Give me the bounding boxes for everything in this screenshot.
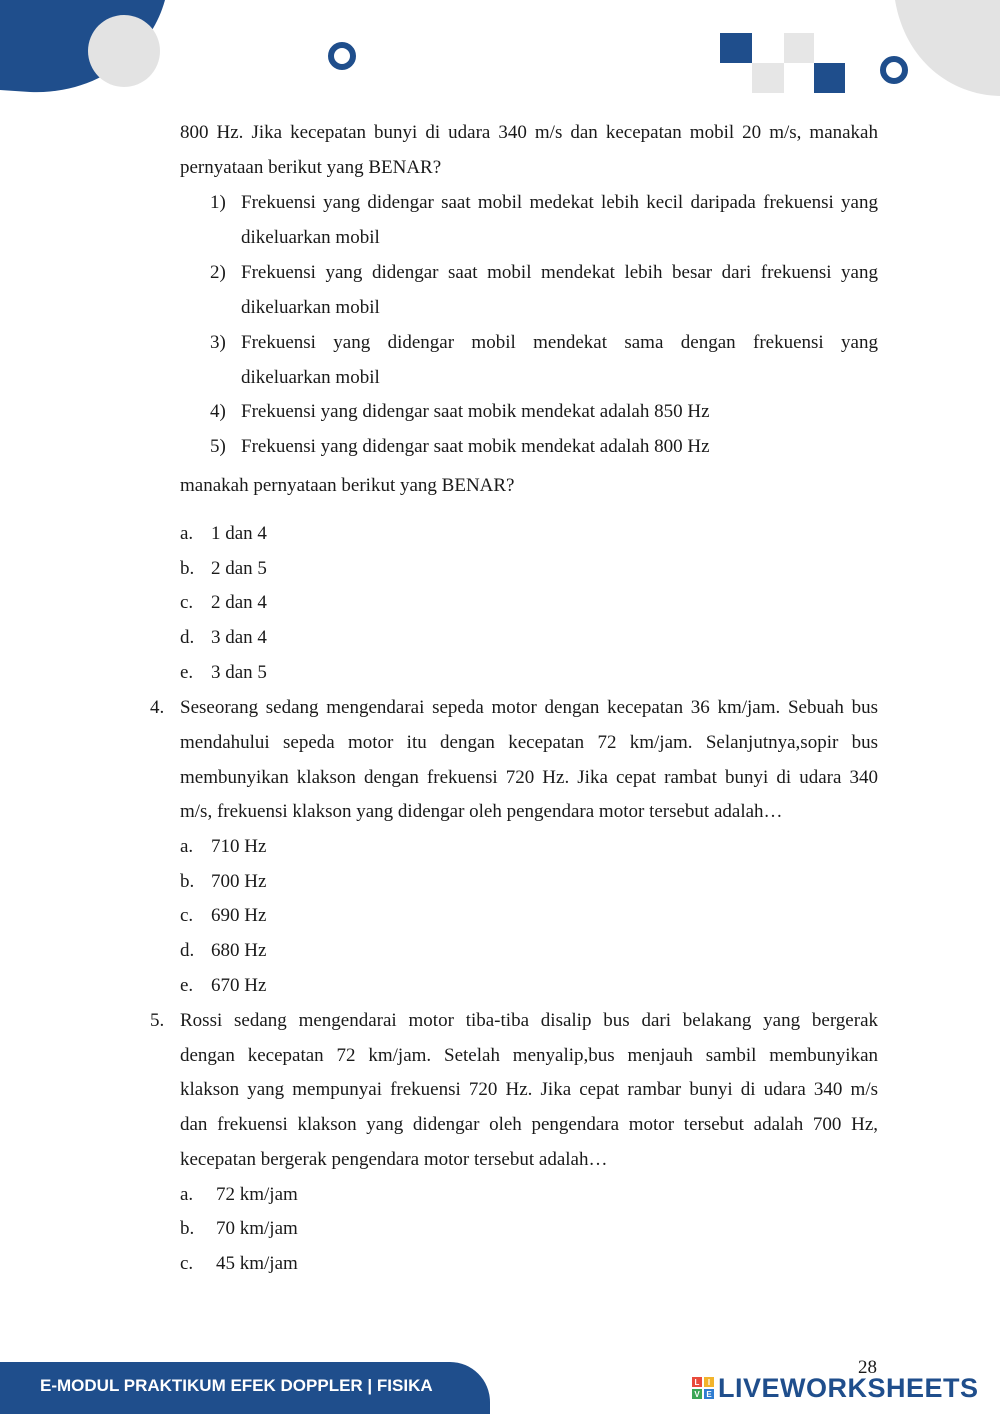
q3-statement-1-line-2: dikeluarkan mobil — [241, 227, 380, 248]
q5-option-b-label: b. — [180, 1218, 195, 1239]
ring-circle-center — [331, 45, 353, 67]
q5-option-a-text: 72 km/jam — [216, 1184, 298, 1205]
q3-statement-4-number: 4) — [210, 401, 226, 422]
q5-line-5: kecepatan bergerak pengendara motor tersebut adalah… — [180, 1149, 608, 1170]
q5-option-c-label: c. — [180, 1253, 194, 1274]
q4-option-d-label: d. — [180, 940, 195, 961]
q3-option-d-text: 3 dan 4 — [211, 627, 267, 648]
q3-statement-1-line-1: Frekuensi yang didengar saat mobil medekat lebih kecil daripada frekuensi yang — [241, 192, 878, 213]
square-blue-2 — [814, 63, 845, 93]
q4-option-b-label: b. — [180, 871, 195, 892]
square-gray-1 — [784, 33, 814, 63]
q3-statement-2-number: 2) — [210, 262, 226, 283]
q4-option-e-label: e. — [180, 975, 194, 996]
header-decoration — [0, 0, 1000, 110]
q5-number: 5. — [150, 1010, 165, 1031]
q3-option-a-text: 1 dan 4 — [211, 523, 267, 544]
logo-letter-v: V — [694, 1390, 700, 1399]
q5-line-2: dengan kecepatan 72 km/jam. Setelah menyalip,bus menjauh sambil membunyikan — [180, 1045, 878, 1066]
q3-option-b-label: b. — [180, 558, 195, 579]
q3-stem-line-2: pernyataan berikut yang BENAR? — [180, 157, 442, 178]
q3-option-c-text: 2 dan 4 — [211, 592, 267, 613]
q3-option-e-text: 3 dan 5 — [211, 662, 267, 683]
q4-option-c-label: c. — [180, 905, 194, 926]
logo-letter-l: L — [694, 1378, 700, 1387]
q4-option-c-text: 690 Hz — [211, 905, 267, 926]
q4-line-4: m/s, frekuensi klakson yang didengar oleh pengendara motor tersebut adalah… — [180, 801, 783, 822]
q3-statement-5-line-1: Frekuensi yang didengar saat mobik mendekat adalah 800 Hz — [241, 436, 710, 457]
liveworksheets-brand[interactable]: LIVEWORKSHEETS — [718, 1373, 979, 1403]
q5-option-a-label: a. — [180, 1184, 194, 1205]
q4-option-b-text: 700 Hz — [211, 871, 267, 892]
q3-option-e-label: e. — [180, 662, 194, 683]
q3-option-b-text: 2 dan 5 — [211, 558, 267, 579]
q3-statement-5-number: 5) — [210, 436, 226, 457]
q3-statement-2-line-1: Frekuensi yang didengar saat mobil mendekat lebih besar dari frekuensi yang — [241, 262, 878, 283]
q3-option-c-label: c. — [180, 592, 194, 613]
q5-option-c-text: 45 km/jam — [216, 1253, 298, 1274]
q4-option-d-text: 680 Hz — [211, 940, 267, 961]
q4-number: 4. — [150, 697, 165, 718]
gray-blob-right — [895, 0, 1000, 96]
q4-line-3: membunyikan klakson dengan frekuensi 720 Hz. Jika cepat rambat bunyi di udara 340 — [180, 767, 878, 788]
footer-module-title: E-MODUL PRAKTIKUM EFEK DOPPLER | FISIKA — [40, 1376, 433, 1395]
q4-option-e-text: 670 Hz — [211, 975, 267, 996]
q3-statement-1-number: 1) — [210, 192, 226, 213]
square-blue-1 — [720, 33, 752, 63]
q3-statement-3-line-2: dikeluarkan mobil — [241, 367, 380, 388]
q5-line-3: klakson yang mempunyai frekuensi 720 Hz. Jika cepat rambar bunyi di udara 340 m/s — [180, 1079, 878, 1100]
square-gray-2 — [752, 63, 784, 93]
ring-circle-right — [883, 59, 905, 81]
q5-line-4: dan frekuensi klakson yang didengar oleh pengendara motor tersebut adalah 700 Hz, — [180, 1114, 878, 1135]
q4-line-2: mendahului sepeda motor itu dengan kecepatan 72 km/jam. Selanjutnya,sopir bus — [180, 732, 878, 753]
q3-stem-line-1: 800 Hz. Jika kecepatan bunyi di udara 340 m/s dan kecepatan mobil 20 m/s, manakah — [180, 122, 878, 143]
q3-option-a-label: a. — [180, 523, 194, 544]
q4-option-a-label: a. — [180, 836, 194, 857]
gray-circle-left — [88, 15, 160, 87]
q3-statement-3-line-1: Frekuensi yang didengar mobil mendekat sama dengan frekuensi yang — [241, 332, 878, 353]
q4-option-a-text: 710 Hz — [211, 836, 267, 857]
q5-line-1: Rossi sedang mengendarai motor tiba-tiba disalip bus dari belakang yang bergerak — [180, 1010, 878, 1031]
q4-line-1: Seseorang sedang mengendarai sepeda motor dengan kecepatan 36 km/jam. Sebuah bus — [180, 697, 878, 718]
page-number: 28 — [858, 1357, 877, 1378]
logo-letter-i: I — [707, 1378, 711, 1387]
q3-statement-2-line-2: dikeluarkan mobil — [241, 297, 380, 318]
liveworksheets-logo-icon — [692, 1377, 714, 1399]
q3-option-d-label: d. — [180, 627, 195, 648]
logo-letter-e: E — [706, 1390, 712, 1399]
q3-prompt: manakah pernyataan berikut yang BENAR? — [180, 475, 515, 496]
q3-statement-4-line-1: Frekuensi yang didengar saat mobik mendekat adalah 850 Hz — [241, 401, 710, 422]
q3-statement-3-number: 3) — [210, 332, 226, 353]
q5-option-b-text: 70 km/jam — [216, 1218, 298, 1239]
